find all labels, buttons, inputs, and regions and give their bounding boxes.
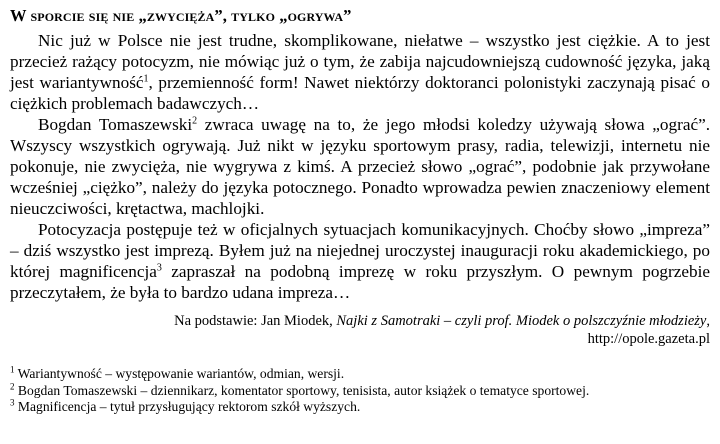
footnote-1 — [10, 366, 710, 383]
footnote-1-number: 1 — [10, 364, 15, 375]
footnote-ref-2: 2 — [192, 115, 198, 127]
footnote-ref-1: 1 — [143, 73, 149, 85]
paragraph-2-text-a: Bogdan Tomaszewski — [38, 115, 193, 134]
footnote-3-text: Magnificencja – tytuł przysługujący rektorom szkół wyższych. — [14, 399, 361, 414]
article-title: W sporcie się nie „zwycięża”, tylko „ogrywa” — [10, 6, 352, 25]
paragraph-3-text-a: Potocyzacja postępuje też w oficjalnych sytuacjach komunikacyjnych. Choćby słowo „impreza” – dziś wszystko jest imprezą. Byłem już na niejednej uroczystej inauguracji roku akademickiego, po której magnificencja — [10, 220, 710, 281]
source-citation — [10, 312, 710, 348]
paragraph-1-text-a: Nic już w Polsce nie jest trudne, skomplikowane, niełatwe – wszystko jest ciężkie. A to jest przecież rażący potocyzm, nie mówiąc już o tym, że zabija najcudowniejszą cudowność języka, jaką jest wariantywność — [10, 31, 710, 92]
footnotes — [10, 366, 710, 416]
footnote-3-number: 3 — [10, 397, 15, 408]
paragraph-1 — [10, 30, 710, 114]
footnote-3 — [10, 399, 710, 416]
paragraph-2 — [10, 114, 710, 219]
source-suffix: , — [706, 313, 710, 329]
paragraph-3-text-b: zapraszał na podobną imprezę w roku przyszłym. O pewnym pogrzebie przeczytałem, że była to bardzo udana impreza… — [10, 262, 711, 302]
paragraph-1-text-b: , przemienność form! Nawet niektórzy doktoranci polonistyki zaczynają pisać o ciężkich problemach badawczych… — [10, 73, 710, 113]
article-body — [10, 30, 710, 303]
source-work-title: Najki z Samotraki – czyli prof. Miodek o polszczyźnie młodzieży — [336, 313, 707, 329]
footnote-2-text: Bogdan Tomaszewski – dziennikarz, komentator sportowy, tenisista, autor książek o tematyce sportowej. — [14, 382, 590, 398]
paragraph-2-text-b: zwraca uwagę na to, że jego młodsi koledzy używają słowa „ograć”. Wszyscy wszystkich ogrywają. Już nikt w języku sportowym prasy, radia, telewizji, internetu nie pokonuje, nie zwycięża, nie wygrywa z kimś. A przecież słowo „ograć”, podobnie jak przywołane wcześniej „ciężko”, należy do języka potocznego. Ponadto wprowadza pewien znaczeniowy element nieuczciwości, krętactwa, machlojki. — [10, 115, 711, 218]
source-url: http://opole.gazeta.pl — [587, 331, 710, 347]
source-prefix: Na podstawie: Jan Miodek, — [174, 313, 337, 329]
footnote-ref-3: 3 — [156, 262, 162, 274]
footnote-2 — [10, 380, 710, 400]
footnote-2-number: 2 — [10, 380, 15, 391]
paragraph-3 — [10, 219, 710, 303]
footnote-1-text: Wariantywność – występowanie wariantów, odmian, wersji. — [14, 366, 345, 381]
